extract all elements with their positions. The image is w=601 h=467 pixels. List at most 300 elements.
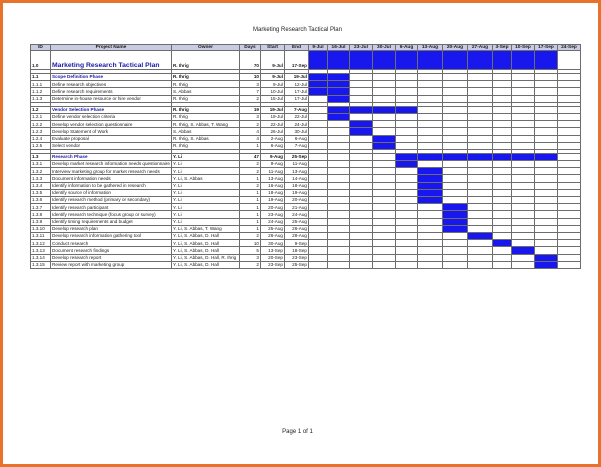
- task-end: 26-Aug: [284, 225, 308, 232]
- task-days: 10: [239, 240, 260, 247]
- gantt-bar-cell: [417, 175, 442, 182]
- task-days: 4: [239, 128, 260, 135]
- task-name: Research Phase: [51, 153, 172, 160]
- task-days: 1: [239, 189, 260, 196]
- gantt-empty-cell: [308, 153, 327, 160]
- task-end: 11-Aug: [284, 161, 308, 168]
- task-row: [31, 197, 581, 204]
- gantt-empty-cell: [557, 88, 580, 95]
- gantt-empty-cell: [349, 204, 372, 211]
- gantt-empty-cell: [467, 128, 492, 135]
- week-header: 13-Aug: [417, 45, 442, 51]
- gantt-empty-cell: [395, 211, 417, 218]
- task-days: 1: [239, 142, 260, 149]
- task-owner: R. Ihrig: [171, 81, 239, 88]
- gantt-empty-cell: [395, 128, 417, 135]
- gantt-empty-cell: [511, 95, 534, 102]
- gantt-empty-cell: [511, 74, 534, 81]
- gantt-empty-cell: [467, 197, 492, 204]
- gantt-empty-cell: [417, 161, 442, 168]
- task-start: 25-Aug: [260, 225, 284, 232]
- task-owner: Y. Li, S. Abbas, D. Hall: [171, 261, 239, 268]
- gantt-bar-cell: [327, 51, 349, 70]
- gantt-empty-cell: [372, 81, 395, 88]
- task-name: Identify research method (primary or secondary): [51, 197, 172, 204]
- task-row: [31, 161, 581, 168]
- gantt-bar-cell: [442, 218, 467, 225]
- gantt-empty-cell: [467, 218, 492, 225]
- task-id: 1.3.13: [31, 247, 51, 254]
- task-row: [31, 254, 581, 261]
- task-id: 1.3.2: [31, 168, 51, 175]
- gantt-empty-cell: [534, 95, 557, 102]
- gantt-bar-cell: [492, 51, 511, 70]
- page-footer: Page 1 of 1: [282, 429, 313, 435]
- gantt-bar-cell: [372, 51, 395, 70]
- task-start: 26-Aug: [260, 232, 284, 239]
- gantt-empty-cell: [511, 175, 534, 182]
- phase-row: [31, 106, 581, 113]
- gantt-empty-cell: [534, 247, 557, 254]
- gantt-bar-cell: [308, 51, 327, 70]
- task-owner: Y. Li, S. Abbas, D. Hall: [171, 247, 239, 254]
- gantt-empty-cell: [534, 81, 557, 88]
- task-row: [31, 135, 581, 142]
- gantt-empty-cell: [492, 113, 511, 120]
- task-end: 21-Aug: [284, 204, 308, 211]
- gantt-empty-cell: [308, 240, 327, 247]
- gantt-empty-cell: [534, 88, 557, 95]
- gantt-empty-cell: [349, 153, 372, 160]
- gantt-bar-cell: [417, 197, 442, 204]
- gantt-empty-cell: [395, 189, 417, 196]
- task-id: 1.2.1: [31, 113, 51, 120]
- gantt-empty-cell: [308, 161, 327, 168]
- gantt-empty-cell: [417, 135, 442, 142]
- gantt-empty-cell: [511, 254, 534, 261]
- gantt-empty-cell: [372, 88, 395, 95]
- gantt-empty-cell: [417, 232, 442, 239]
- gantt-bar-cell: [327, 81, 349, 88]
- gantt-bar-cell: [327, 106, 349, 113]
- gantt-empty-cell: [417, 81, 442, 88]
- gantt-empty-cell: [534, 182, 557, 189]
- gantt-empty-cell: [372, 128, 395, 135]
- gantt-empty-cell: [442, 95, 467, 102]
- gantt-empty-cell: [395, 113, 417, 120]
- week-header: 10-Sep: [511, 45, 534, 51]
- gantt-empty-cell: [395, 240, 417, 247]
- gantt-bar-cell: [511, 247, 534, 254]
- gantt-empty-cell: [467, 247, 492, 254]
- task-start: 22-Jul: [260, 121, 284, 128]
- week-header: 6-Aug: [395, 45, 417, 51]
- gantt-empty-cell: [327, 247, 349, 254]
- gantt-empty-cell: [349, 95, 372, 102]
- task-owner: Y. Li, S. Abbas, D. Hall: [171, 240, 239, 247]
- task-id: 1.3.11: [31, 232, 51, 239]
- gantt-body: [31, 51, 581, 269]
- gantt-empty-cell: [417, 106, 442, 113]
- task-id: 1.3.9: [31, 218, 51, 225]
- gantt-empty-cell: [417, 95, 442, 102]
- task-owner: Y. Li: [171, 218, 239, 225]
- task-start: 9-Aug: [260, 153, 284, 160]
- gantt-bar-cell: [308, 74, 327, 81]
- task-end: 24-Aug: [284, 211, 308, 218]
- gantt-empty-cell: [511, 261, 534, 268]
- gantt-empty-cell: [492, 182, 511, 189]
- gantt-empty-cell: [511, 81, 534, 88]
- gantt-empty-cell: [327, 204, 349, 211]
- gantt-empty-cell: [557, 128, 580, 135]
- gantt-empty-cell: [557, 225, 580, 232]
- task-start: 9-Aug: [260, 161, 284, 168]
- gantt-empty-cell: [308, 204, 327, 211]
- gantt-bar-cell: [534, 51, 557, 70]
- gantt-empty-cell: [492, 232, 511, 239]
- task-name: Define research requirements: [51, 88, 172, 95]
- task-end: 25-Aug: [284, 218, 308, 225]
- task-id: 1.1.1: [31, 81, 51, 88]
- task-row: [31, 232, 581, 239]
- gantt-empty-cell: [557, 142, 580, 149]
- task-name: Identify information to be gathered in research: [51, 182, 172, 189]
- gantt-empty-cell: [417, 204, 442, 211]
- gantt-empty-cell: [349, 168, 372, 175]
- gantt-empty-cell: [534, 175, 557, 182]
- gantt-bar-cell: [442, 211, 467, 218]
- task-owner: R. Ihrig: [171, 113, 239, 120]
- gantt-bar-cell: [417, 182, 442, 189]
- gantt-empty-cell: [442, 128, 467, 135]
- task-end: 23-Sep: [284, 254, 308, 261]
- gantt-empty-cell: [349, 135, 372, 142]
- gantt-empty-cell: [395, 168, 417, 175]
- gantt-empty-cell: [557, 218, 580, 225]
- gantt-empty-cell: [395, 204, 417, 211]
- task-id: 1.3.14: [31, 254, 51, 261]
- gantt-bar-cell: [327, 88, 349, 95]
- task-id: 1.2.4: [31, 135, 51, 142]
- task-name: Develop research information gathering tool: [51, 232, 172, 239]
- gantt-empty-cell: [557, 247, 580, 254]
- gantt-empty-cell: [492, 168, 511, 175]
- gantt-empty-cell: [327, 232, 349, 239]
- gantt-bar-cell: [372, 106, 395, 113]
- gantt-empty-cell: [308, 168, 327, 175]
- gantt-empty-cell: [511, 182, 534, 189]
- gantt-bar-cell: [327, 113, 349, 120]
- gantt-empty-cell: [467, 211, 492, 218]
- task-owner: Y. Li: [171, 197, 239, 204]
- task-name: Vendor Selection Phase: [51, 106, 172, 113]
- gantt-bar-cell: [327, 95, 349, 102]
- gantt-empty-cell: [349, 218, 372, 225]
- week-header: 16-Jul: [327, 45, 349, 51]
- task-start: 20-Sep: [260, 254, 284, 261]
- task-end: 17-Jul: [284, 95, 308, 102]
- gantt-empty-cell: [467, 175, 492, 182]
- gantt-empty-cell: [372, 189, 395, 196]
- gantt-empty-cell: [557, 211, 580, 218]
- task-name: Scope Definition Phase: [51, 74, 172, 81]
- gantt-bar-cell: [395, 106, 417, 113]
- gantt-empty-cell: [395, 232, 417, 239]
- task-name: Identify research participant: [51, 204, 172, 211]
- gantt-empty-cell: [467, 81, 492, 88]
- gantt-empty-cell: [442, 135, 467, 142]
- gantt-bar-cell: [417, 51, 442, 70]
- task-owner: Y. Li, S. Abbas, D. Hall: [171, 232, 239, 239]
- task-owner: Y. Li: [171, 182, 239, 189]
- gantt-empty-cell: [395, 95, 417, 102]
- task-name: Marketing Research Tactical Plan: [51, 51, 172, 70]
- gantt-empty-cell: [349, 88, 372, 95]
- gantt-empty-cell: [492, 81, 511, 88]
- task-row: [31, 211, 581, 218]
- gantt-empty-cell: [534, 168, 557, 175]
- gantt-empty-cell: [557, 204, 580, 211]
- task-row: [31, 175, 581, 182]
- gantt-empty-cell: [417, 218, 442, 225]
- gantt-empty-cell: [308, 225, 327, 232]
- gantt-empty-cell: [492, 128, 511, 135]
- gantt-empty-cell: [308, 218, 327, 225]
- gantt-empty-cell: [308, 197, 327, 204]
- task-days: 2: [239, 121, 260, 128]
- gantt-empty-cell: [534, 161, 557, 168]
- task-days: 47: [239, 153, 260, 160]
- gantt-empty-cell: [372, 204, 395, 211]
- gantt-empty-cell: [534, 211, 557, 218]
- gantt-empty-cell: [534, 121, 557, 128]
- gantt-empty-cell: [492, 95, 511, 102]
- task-owner: R. Ihrig: [171, 95, 239, 102]
- task-owner: R. Ihrig: [171, 142, 239, 149]
- task-row: [31, 189, 581, 196]
- gantt-bar-cell: [349, 106, 372, 113]
- task-row: [31, 95, 581, 102]
- week-header: 9-Jul: [308, 45, 327, 51]
- gantt-empty-cell: [442, 261, 467, 268]
- task-days: 2: [239, 261, 260, 268]
- gantt-empty-cell: [327, 121, 349, 128]
- gantt-empty-cell: [417, 88, 442, 95]
- task-start: 2-Aug: [260, 135, 284, 142]
- task-name: Define vendor selection criteria: [51, 113, 172, 120]
- gantt-empty-cell: [492, 197, 511, 204]
- gantt-empty-cell: [417, 142, 442, 149]
- gantt-empty-cell: [349, 261, 372, 268]
- gantt-empty-cell: [467, 121, 492, 128]
- gantt-bar-cell: [417, 153, 442, 160]
- gantt-empty-cell: [442, 106, 467, 113]
- gantt-empty-cell: [327, 211, 349, 218]
- task-start: 23-Aug: [260, 211, 284, 218]
- gantt-empty-cell: [327, 161, 349, 168]
- task-owner: Y. Li: [171, 168, 239, 175]
- gantt-bar-cell: [442, 204, 467, 211]
- gantt-bar-cell: [467, 232, 492, 239]
- gantt-empty-cell: [534, 204, 557, 211]
- task-name: Develop research report: [51, 254, 172, 261]
- task-end: 7-Aug: [284, 106, 308, 113]
- task-name: Determine in-house resource or hire vendor: [51, 95, 172, 102]
- task-days: 3: [239, 254, 260, 261]
- gantt-empty-cell: [327, 175, 349, 182]
- task-start: 20-Aug: [260, 204, 284, 211]
- gantt-empty-cell: [327, 135, 349, 142]
- gantt-empty-cell: [492, 175, 511, 182]
- gantt-bar-cell: [442, 153, 467, 160]
- gantt-empty-cell: [372, 113, 395, 120]
- task-row: [31, 168, 581, 175]
- gantt-empty-cell: [417, 261, 442, 268]
- gantt-empty-cell: [557, 197, 580, 204]
- gantt-empty-cell: [349, 211, 372, 218]
- task-row: [31, 204, 581, 211]
- gantt-bar-cell: [308, 81, 327, 88]
- gantt-empty-cell: [308, 247, 327, 254]
- gantt-empty-cell: [327, 261, 349, 268]
- task-id: 1.3.10: [31, 225, 51, 232]
- gantt-empty-cell: [308, 211, 327, 218]
- gantt-empty-cell: [511, 189, 534, 196]
- col-header-end: End: [284, 45, 308, 51]
- task-id: 1.2.2: [31, 121, 51, 128]
- task-name: Identify research technique (focus group or survey): [51, 211, 172, 218]
- gantt-empty-cell: [557, 182, 580, 189]
- gantt-empty-cell: [372, 232, 395, 239]
- gantt-empty-cell: [467, 106, 492, 113]
- task-id: 1.3.12: [31, 240, 51, 247]
- gantt-empty-cell: [534, 135, 557, 142]
- task-id: 1.3.5: [31, 189, 51, 196]
- task-owner: R. Ihrig: [171, 51, 239, 70]
- gantt-empty-cell: [511, 88, 534, 95]
- task-days: 3: [239, 113, 260, 120]
- task-start: 24-Aug: [260, 218, 284, 225]
- gantt-empty-cell: [327, 218, 349, 225]
- gantt-empty-cell: [492, 254, 511, 261]
- gantt-bar-cell: [417, 168, 442, 175]
- task-row: [31, 121, 581, 128]
- task-owner: Y. Li, S. Abbas, D. Hall, R. Ihrig: [171, 254, 239, 261]
- gantt-empty-cell: [395, 135, 417, 142]
- task-days: 10: [239, 74, 260, 81]
- task-row: [31, 261, 581, 268]
- phase-row: [31, 153, 581, 160]
- gantt-empty-cell: [372, 175, 395, 182]
- gantt-empty-cell: [442, 88, 467, 95]
- gantt-empty-cell: [557, 95, 580, 102]
- gantt-empty-cell: [467, 135, 492, 142]
- gantt-empty-cell: [395, 261, 417, 268]
- task-name: Identify timing requirements and budget: [51, 218, 172, 225]
- gantt-empty-cell: [511, 161, 534, 168]
- gantt-empty-cell: [534, 106, 557, 113]
- gantt-empty-cell: [372, 261, 395, 268]
- gantt-empty-cell: [467, 74, 492, 81]
- gantt-empty-cell: [442, 232, 467, 239]
- task-id: 1.3: [31, 153, 51, 160]
- gantt-empty-cell: [442, 113, 467, 120]
- task-owner: Y. Li, S. Abbas: [171, 175, 239, 182]
- gantt-empty-cell: [557, 51, 580, 70]
- task-owner: S. Abbas: [171, 88, 239, 95]
- task-end: 7-Aug: [284, 142, 308, 149]
- task-id: 1.3.8: [31, 211, 51, 218]
- task-owner: R. Ihrig: [171, 106, 239, 113]
- gantt-empty-cell: [534, 128, 557, 135]
- gantt-empty-cell: [442, 197, 467, 204]
- phase-row: [31, 74, 581, 81]
- gantt-bar-cell: [395, 161, 417, 168]
- gantt-empty-cell: [395, 142, 417, 149]
- gantt-empty-cell: [349, 161, 372, 168]
- gantt-empty-cell: [372, 218, 395, 225]
- gantt-empty-cell: [372, 240, 395, 247]
- gantt-table: [30, 44, 581, 269]
- gantt-empty-cell: [308, 135, 327, 142]
- week-header: 20-Aug: [442, 45, 467, 51]
- task-id: 1.2.3: [31, 128, 51, 135]
- task-days: 2: [239, 95, 260, 102]
- gantt-bar-cell: [534, 261, 557, 268]
- task-days: 4: [239, 135, 260, 142]
- gantt-empty-cell: [395, 121, 417, 128]
- task-id: 1.1: [31, 74, 51, 81]
- task-name: Document research findings: [51, 247, 172, 254]
- gantt-empty-cell: [417, 247, 442, 254]
- task-owner: Y. Li: [171, 211, 239, 218]
- task-name: Evaluate proposal: [51, 135, 172, 142]
- gantt-empty-cell: [417, 113, 442, 120]
- gantt-empty-cell: [557, 135, 580, 142]
- task-name: Develop vendor selection questionnaire: [51, 121, 172, 128]
- gantt-empty-cell: [349, 189, 372, 196]
- gantt-empty-cell: [557, 121, 580, 128]
- gantt-empty-cell: [308, 175, 327, 182]
- gantt-empty-cell: [534, 189, 557, 196]
- col-header-days: Days: [239, 45, 260, 51]
- gantt-empty-cell: [534, 232, 557, 239]
- gantt-empty-cell: [349, 225, 372, 232]
- task-days: 1: [239, 197, 260, 204]
- gantt-empty-cell: [349, 232, 372, 239]
- gantt-empty-cell: [395, 74, 417, 81]
- gantt-empty-cell: [492, 106, 511, 113]
- week-header: 23-Jul: [349, 45, 372, 51]
- task-row: [31, 218, 581, 225]
- task-name: Define research objectives: [51, 81, 172, 88]
- gantt-empty-cell: [395, 175, 417, 182]
- gantt-empty-cell: [511, 232, 534, 239]
- gantt-empty-cell: [557, 232, 580, 239]
- gantt-empty-cell: [442, 161, 467, 168]
- gantt-empty-cell: [349, 254, 372, 261]
- gantt-empty-cell: [534, 113, 557, 120]
- gantt-empty-cell: [442, 189, 467, 196]
- task-end: 28-Aug: [284, 232, 308, 239]
- gantt-empty-cell: [492, 121, 511, 128]
- gantt-empty-cell: [308, 189, 327, 196]
- gantt-empty-cell: [417, 240, 442, 247]
- col-header-project-name: Project Name: [51, 45, 172, 51]
- task-row: [31, 182, 581, 189]
- gantt-empty-cell: [372, 153, 395, 160]
